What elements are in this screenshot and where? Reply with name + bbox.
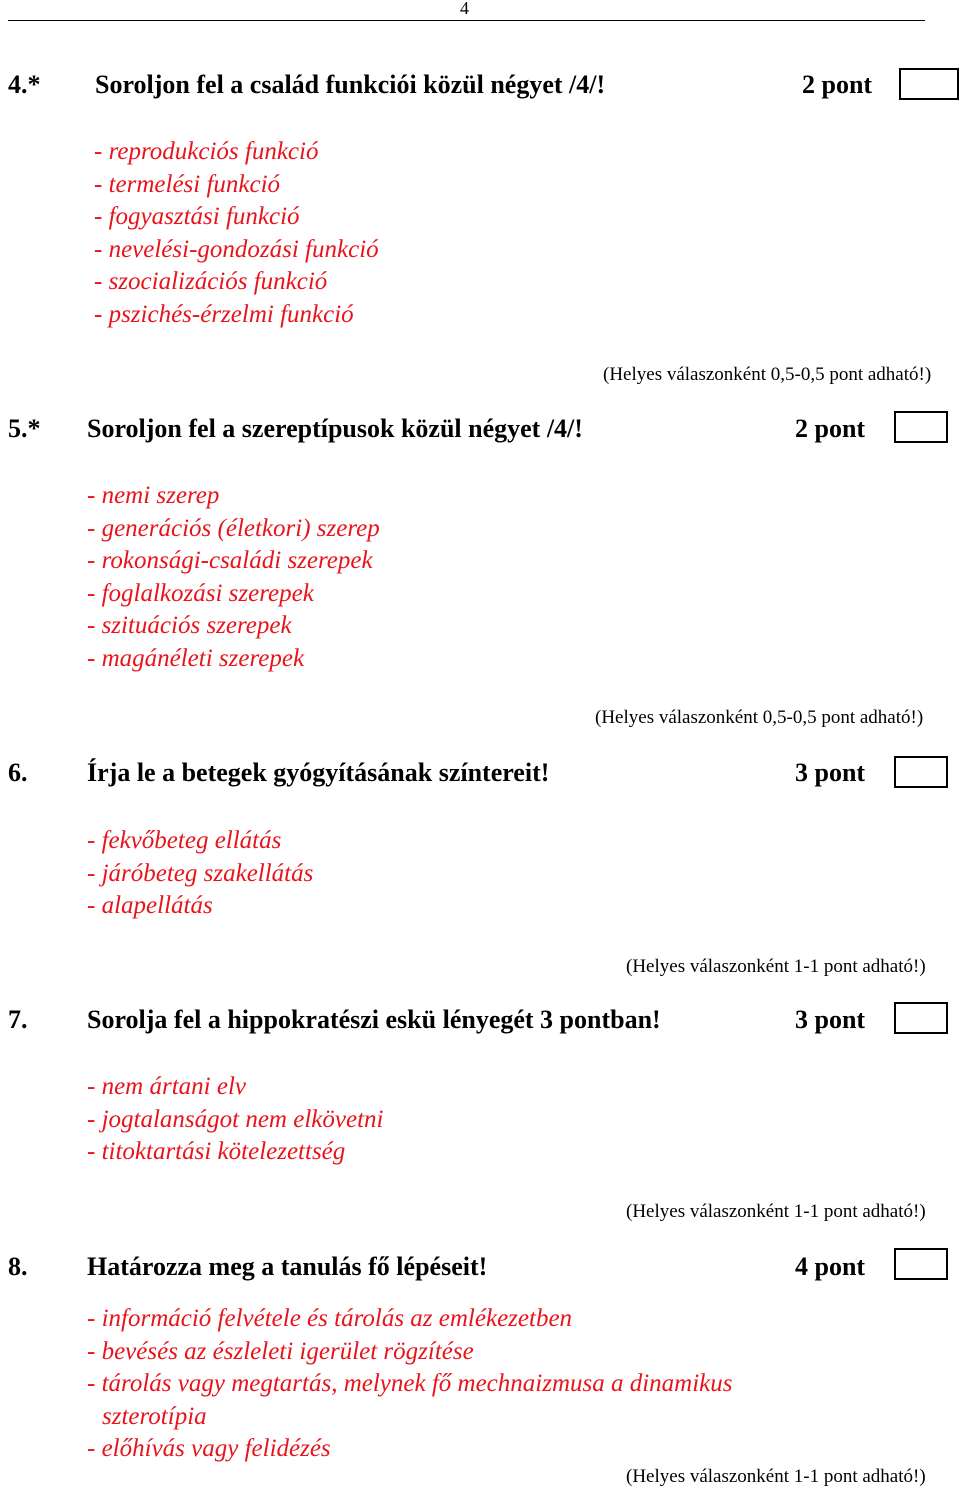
score-box[interactable] bbox=[894, 1002, 948, 1034]
answer-list bbox=[94, 136, 379, 332]
answer-item: - magánéleti szerepek bbox=[87, 644, 305, 672]
question-points: 3 pont bbox=[795, 758, 866, 787]
answer-item: - nevelési-gondozási funkció bbox=[94, 235, 379, 263]
answer-item-continuation: szterotípia bbox=[102, 1402, 207, 1430]
page-number: 4 bbox=[460, 0, 469, 18]
answer-item: - szituációs szerepek bbox=[87, 612, 292, 640]
question-points: 2 pont bbox=[795, 414, 866, 443]
answer-item: - alapellátás bbox=[87, 892, 213, 920]
question-number: 4.* bbox=[8, 70, 41, 99]
answer-list bbox=[87, 480, 380, 676]
answer-item: - tárolás vagy megtartás, melynek fő mechnaizmusa a dinamikus bbox=[87, 1370, 733, 1398]
answer-item: - generációs (életkori) szerep bbox=[87, 514, 380, 542]
answer-item: - bevésés az észleleti igerület rögzítése bbox=[87, 1337, 474, 1365]
question-points: 2 pont bbox=[802, 70, 873, 99]
answer-item: - fekvőbeteg ellátás bbox=[87, 827, 282, 854]
scoring-note: (Helyes válaszonként 1-1 pont adható!) bbox=[626, 1201, 926, 1222]
scoring-note: (Helyes válaszonként 1-1 pont adható!) bbox=[626, 1466, 926, 1487]
question-points: 4 pont bbox=[795, 1252, 866, 1281]
question-text: Soroljon fel a szereptípusok közül négyet /4/! bbox=[87, 414, 583, 443]
question-number: 7. bbox=[8, 1005, 28, 1034]
answer-item: - pszichés-érzelmi funkció bbox=[94, 300, 354, 328]
answer-list bbox=[87, 825, 313, 923]
question-text: Írja le a betegek gyógyításának színtereit! bbox=[87, 758, 550, 787]
answer-item: - foglalkozási szerepek bbox=[87, 579, 314, 607]
answer-item: - reprodukciós funkció bbox=[94, 138, 319, 165]
question-number: 5.* bbox=[8, 414, 41, 443]
answer-list bbox=[87, 1303, 733, 1466]
scoring-note: (Helyes válaszonként 1-1 pont adható!) bbox=[626, 956, 926, 977]
header-rule bbox=[8, 20, 925, 21]
answer-item: - információ felvétele és tárolás az emlékezetben bbox=[87, 1305, 573, 1332]
score-box[interactable] bbox=[899, 68, 959, 100]
answer-item: - termelési funkció bbox=[94, 170, 281, 198]
answer-item: - titoktartási kötelezettség bbox=[87, 1138, 346, 1166]
score-box[interactable] bbox=[894, 411, 948, 443]
question-points: 3 pont bbox=[795, 1005, 866, 1034]
question-text: Sorolja fel a hippokratészi eskü lényegét 3 pontban! bbox=[87, 1005, 661, 1034]
score-box[interactable] bbox=[894, 756, 948, 788]
answer-item: - szocializációs funkció bbox=[94, 268, 328, 296]
answer-item: - nemi szerep bbox=[87, 482, 220, 509]
scoring-note: (Helyes válaszonként 0,5-0,5 pont adható!) bbox=[595, 707, 924, 728]
answer-list bbox=[87, 1071, 383, 1169]
answer-item: - fogyasztási funkció bbox=[94, 203, 300, 231]
answer-item: - járóbeteg szakellátás bbox=[87, 859, 314, 887]
answer-item: - előhívás vagy felidézés bbox=[87, 1435, 331, 1463]
question-text: Soroljon fel a család funkciói közül négyet /4/! bbox=[95, 70, 606, 99]
question-number: 8. bbox=[8, 1252, 28, 1281]
answer-item: - jogtalanságot nem elkövetni bbox=[87, 1105, 384, 1133]
question-text: Határozza meg a tanulás fő lépéseit! bbox=[87, 1252, 488, 1281]
question-number: 6. bbox=[8, 758, 28, 787]
answer-item: - nem ártani elv bbox=[87, 1073, 246, 1100]
scoring-note: (Helyes válaszonként 0,5-0,5 pont adható!) bbox=[603, 364, 932, 385]
score-box[interactable] bbox=[894, 1248, 948, 1280]
answer-item: - rokonsági-családi szerepek bbox=[87, 547, 373, 575]
